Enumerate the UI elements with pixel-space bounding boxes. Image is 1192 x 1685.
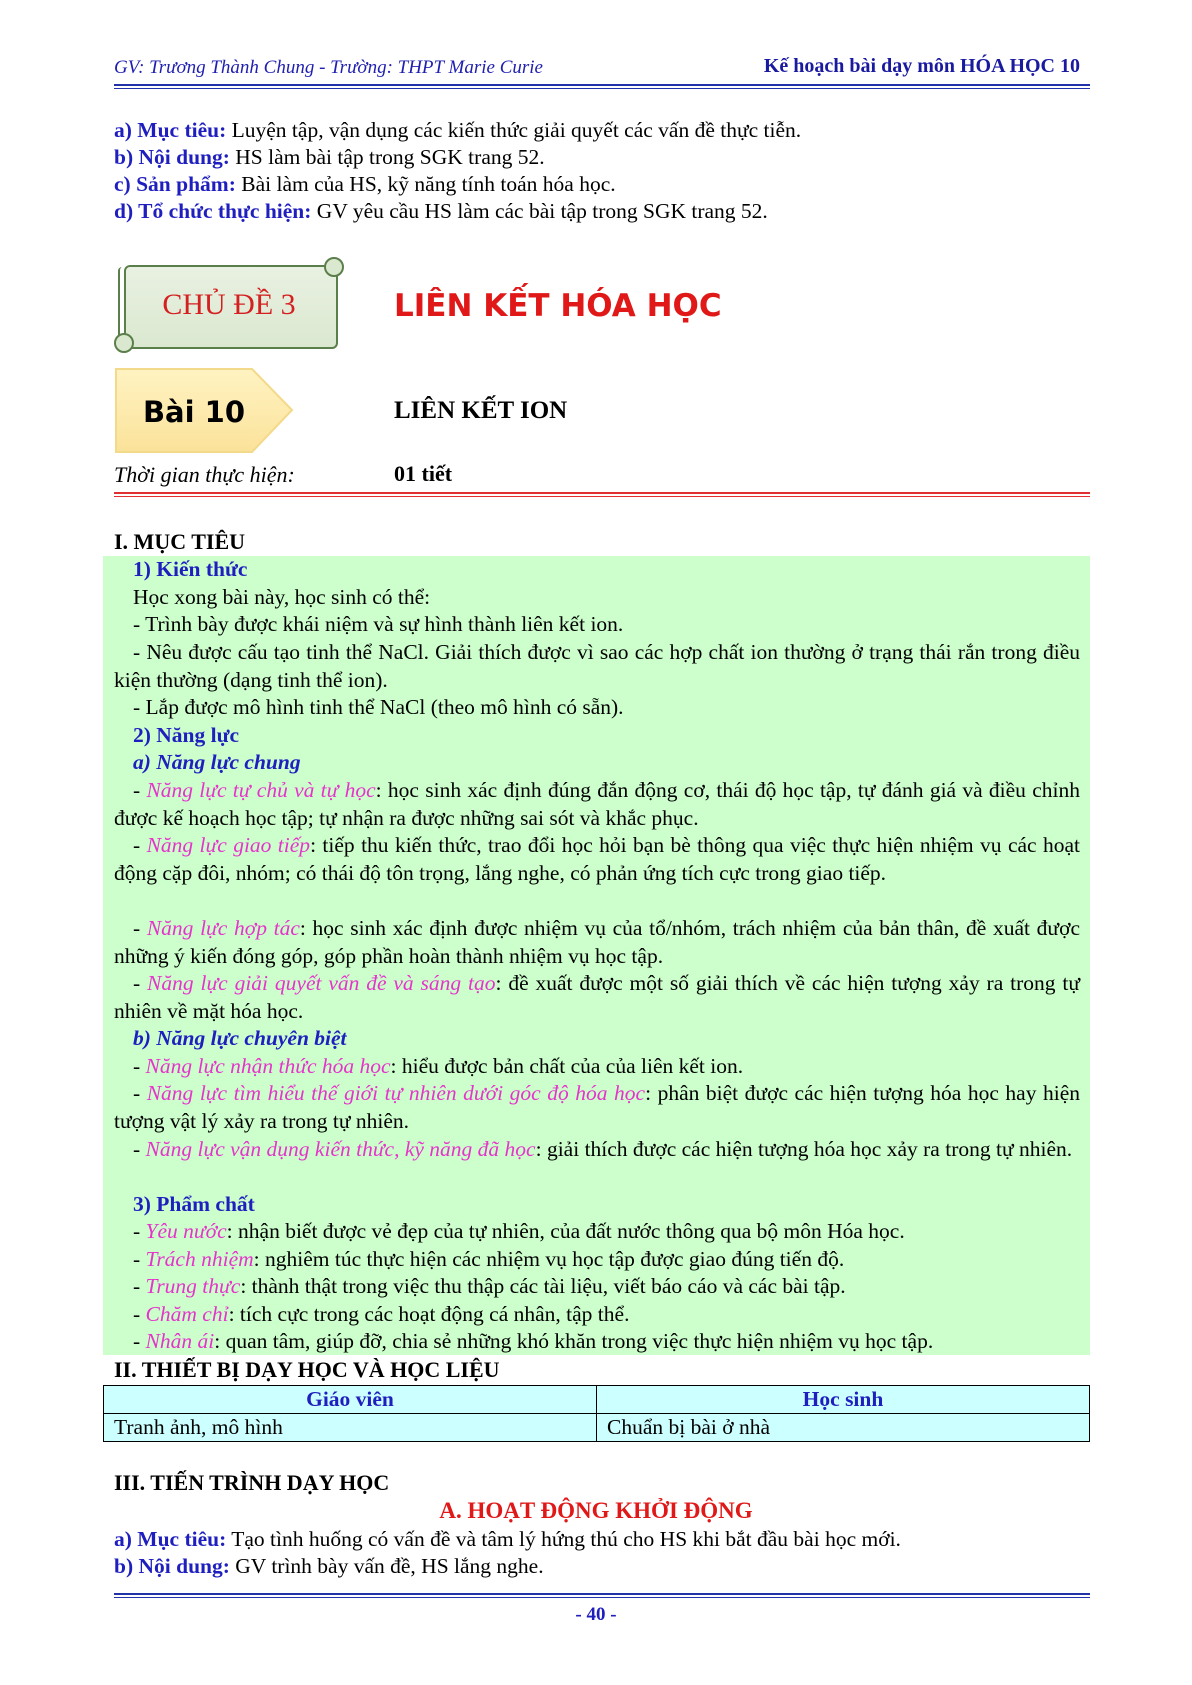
lesson-arrow-banner	[114, 367, 294, 454]
s3-item-2: - Trung thực: thành thật trong việc thu thập các tài liệu, viết báo cáo và các bài tập.	[133, 1274, 846, 1298]
intro-line-b: b) Nội dung: HS làm bài tập trong SGK trang 52.	[114, 145, 545, 169]
time-rule-thin	[114, 496, 1090, 497]
activity-line-a: a) Mục tiêu: Tạo tình huống có vấn đề và tâm lý hứng thú cho HS khi bắt đầu bài học mới.	[114, 1527, 901, 1551]
time-rule	[114, 492, 1090, 494]
s1-title: 1) Kiến thức	[133, 557, 248, 581]
header-subject: Kế hoạch bài dạy môn HÓA HỌC 10	[763, 55, 1080, 77]
s3-title: 3) Phẩm chất	[133, 1192, 255, 1216]
s3-item-3: - Chăm chỉ: tích cực trong các hoạt động cá nhân, tập thể.	[133, 1302, 630, 1326]
header-rule-thin	[114, 88, 1090, 89]
s2-title: 2) Năng lực	[133, 723, 240, 747]
s2a-item-3: - Năng lực giải quyết vấn đề và sáng tạo: đề xuất được một số giải thích về các hiện tượng xảy ra trong tự nhiên về mặt hóa học.	[114, 971, 1080, 1023]
lesson-title: LIÊN KẾT ION	[394, 397, 568, 424]
page-number: - 40 -	[575, 1604, 617, 1625]
table-header-teacher: Giáo viên	[104, 1386, 597, 1414]
s1-line-1: - Trình bày được khái niệm và sự hình thành liên kết ion.	[133, 612, 624, 636]
section-3-heading: III. TIẾN TRÌNH DẠY HỌC	[114, 1470, 390, 1495]
s2b-title: b) Năng lực chuyên biệt	[133, 1026, 347, 1050]
footer-rule-thin	[114, 1597, 1090, 1598]
intro-line-c: c) Sản phẩm: Bài làm của HS, kỹ năng tính toán hóa học.	[114, 172, 616, 196]
footer-rule	[114, 1593, 1090, 1595]
s2a-item-2: - Năng lực hợp tác: học sinh xác định được nhiệm vụ của tổ/nhóm, trách nhiệm của bản thân, đề xuất được những ý kiến đóng góp, góp phần hoàn thành nhiệm vụ học tập.	[114, 916, 1080, 968]
section-2-heading: II. THIẾT BỊ DẠY HỌC VÀ HỌC LIỆU	[114, 1357, 500, 1382]
time-value: 01 tiết	[394, 461, 453, 486]
table-header-student: Học sinh	[597, 1386, 1090, 1414]
intro-line-a: a) Mục tiêu: Luyện tập, vận dụng các kiến thức giải quyết các vấn đề thực tiễn.	[114, 118, 802, 142]
header-author: GV: Trương Thành Chung - Trường: THPT Marie Curie	[114, 57, 543, 78]
topic-badge: CHỦ ĐỀ 3	[162, 288, 296, 321]
page-header	[114, 55, 1080, 85]
topic-scroll-banner	[114, 255, 344, 355]
s2b-item-0: - Năng lực nhận thức hóa học: hiểu được bản chất của của liên kết ion.	[133, 1054, 744, 1078]
header-rule	[114, 84, 1090, 86]
table-cell-student: Chuẩn bị bài ở nhà	[597, 1414, 1090, 1442]
activity-heading: A. HOẠT ĐỘNG KHỞI ĐỘNG	[439, 1498, 753, 1523]
s1-line-2: - Nêu được cấu tạo tinh thể NaCl. Giải thích được vì sao các hợp chất ion thường ở trạng thái rắn trong điều kiện thường (dạng tinh thể ion).	[114, 640, 1080, 692]
s2a-item-0: - Năng lực tự chủ và tự học: học sinh xác định đúng đắn động cơ, thái độ học tập, tự đánh giá và điều chỉnh được kế hoạch học tập; tự nhận ra được những sai sót và khắc phục.	[114, 778, 1080, 830]
table-cell-teacher: Tranh ảnh, mô hình	[104, 1414, 597, 1442]
s2a-title: a) Năng lực chung	[133, 750, 301, 774]
s3-item-0: - Yêu nước: nhận biết được vẻ đẹp của tự nhiên, của đất nước thông qua bộ môn Hóa học.	[133, 1219, 905, 1243]
intro-line-d: d) Tổ chức thực hiện: GV yêu cầu HS làm các bài tập trong SGK trang 52.	[114, 199, 768, 223]
s3-item-1: - Trách nhiệm: nghiêm túc thực hiện các nhiệm vụ học tập được giao đúng tiến độ.	[133, 1247, 845, 1271]
section-1-heading: I. MỤC TIÊU	[114, 529, 246, 554]
s2b-item-1: - Năng lực tìm hiểu thế giới tự nhiên dưới góc độ hóa học: phân biệt được các hiện tượng hóa học hay hiện tượng vật lý xảy ra trong tự nhiên.	[114, 1081, 1080, 1133]
time-label: Thời gian thực hiện:	[114, 462, 295, 487]
s2b-item-2: - Năng lực vận dụng kiến thức, kỹ năng đã học: giải thích được các hiện tượng hóa học xảy ra trong tự nhiên.	[133, 1137, 1073, 1161]
topic-title: LIÊN KẾT HÓA HỌC	[394, 288, 722, 324]
s1-line-0: Học xong bài này, học sinh có thể:	[133, 585, 431, 609]
lesson-badge: Bài 10	[142, 395, 246, 429]
activity-line-b: b) Nội dung: GV trình bày vấn đề, HS lắng nghe.	[114, 1554, 544, 1578]
s3-item-4: - Nhân ái: quan tâm, giúp đỡ, chia sẻ những khó khăn trong việc thực hiện nhiệm vụ học tập.	[133, 1329, 934, 1353]
s2a-item-1: - Năng lực giao tiếp: tiếp thu kiến thức, trao đổi học hỏi bạn bè thông qua việc thực hiện nhiệm vụ các hoạt động cặp đôi, nhóm; có thái độ tôn trọng, lắng nghe, có phản ứng tích cực trong giao tiếp.	[114, 833, 1080, 885]
equipment-table	[103, 1385, 1090, 1442]
s1-line-3: - Lắp được mô hình tinh thể NaCl (theo mô hình có sẵn).	[133, 695, 624, 719]
